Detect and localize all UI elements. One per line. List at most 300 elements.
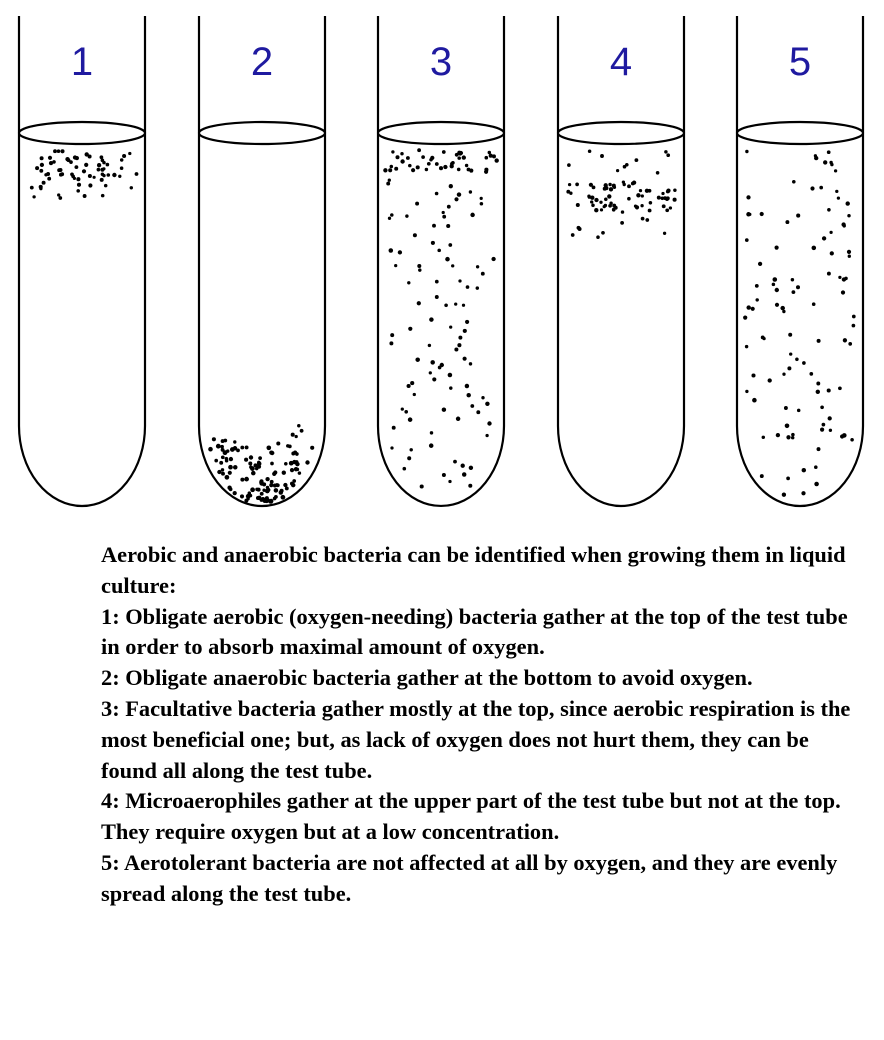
bacteria-dot: [663, 232, 666, 235]
bacteria-dot: [228, 465, 233, 470]
tube-outline: [199, 16, 325, 506]
bacteria-dot: [596, 235, 600, 239]
bacteria-dot: [429, 317, 433, 321]
bacteria-dot: [566, 190, 570, 194]
bacteria-dot: [257, 461, 261, 465]
tube-number-label: 5: [788, 40, 812, 84]
bacteria-dot: [796, 214, 800, 218]
bacteria-dot: [221, 455, 225, 459]
bacteria-dot: [73, 177, 76, 180]
bacteria-dot: [645, 189, 649, 193]
bacteria-dot: [495, 158, 499, 162]
bacteria-dot: [852, 324, 856, 328]
bacteria-dot: [408, 164, 412, 168]
bacteria-dot: [820, 405, 824, 409]
bacteria-dot: [785, 220, 789, 224]
bacteria-dot: [259, 479, 263, 483]
bacteria-dot: [455, 153, 459, 157]
bacteria-dot: [797, 409, 801, 413]
bacteria-dot: [298, 471, 301, 474]
bacteria-dot: [292, 479, 296, 483]
bacteria-dot: [120, 166, 124, 170]
bacteria-dot: [289, 461, 294, 466]
bacteria-dot: [97, 168, 101, 172]
bacteria-dot: [273, 497, 277, 501]
bacteria-dot: [216, 444, 221, 449]
bacteria-dot: [657, 196, 661, 200]
caption-item-1: 1: Obligate aerobic (oxygen-needing) bacteria gather at the top of the test tube in order to absorb maximal amount of oxygen.: [101, 603, 848, 660]
bacteria-dot: [225, 459, 229, 463]
bacteria-dot: [485, 402, 489, 406]
bacteria-dot: [44, 173, 47, 176]
bacteria-dot: [481, 396, 484, 399]
bacteria-dot: [791, 433, 795, 437]
bacteria-dot: [257, 465, 261, 469]
bacteria-dot: [404, 410, 408, 414]
bacteria-dot: [745, 150, 748, 153]
bacteria-dot: [828, 416, 832, 420]
bacteria-dot: [40, 156, 44, 160]
bacteria-dot: [791, 436, 794, 439]
bacteria-dot: [842, 433, 847, 438]
bacteria-dot: [106, 163, 110, 167]
bacteria-dot: [786, 477, 790, 481]
bacteria-dot: [481, 272, 485, 276]
bacteria-dot: [400, 159, 404, 163]
bacteria-dot: [746, 195, 750, 199]
bacteria-dot: [395, 155, 399, 159]
caption-item-3: 3: Facultative bacteria gather mostly at the top, since aerobic respiration is the most beneficial one; but, as lack of oxygen does not hurt them, they can be found all along the test tube.: [101, 695, 851, 783]
bacteria-dot: [310, 446, 314, 450]
bacteria-dot: [270, 462, 274, 466]
bacteria-dot: [448, 243, 452, 247]
bacteria-dot: [459, 151, 463, 155]
bacteria-dot: [57, 149, 61, 153]
bacteria-dot: [122, 154, 126, 158]
bacteria-dot: [411, 168, 415, 172]
bacteria-dot: [627, 184, 631, 188]
bacteria-dot: [745, 345, 748, 348]
bacteria-dot: [47, 177, 51, 181]
bacteria-dot: [773, 277, 778, 282]
bacteria-dot: [53, 149, 57, 153]
bacteria-dot: [286, 444, 290, 448]
bacteria-dot: [847, 214, 850, 217]
bacteria-dot: [281, 495, 286, 500]
liquid-surface: [558, 122, 684, 144]
bacteria-dot: [223, 439, 227, 443]
bacteria-dot: [751, 307, 755, 311]
bacteria-dot: [608, 183, 611, 186]
bacteria-dot: [451, 264, 454, 267]
bacteria-dot: [639, 189, 642, 192]
bacteria-dot: [417, 264, 421, 268]
bacteria-dot: [609, 187, 613, 191]
bacteria-dot: [305, 460, 309, 464]
liquid-surface: [19, 122, 145, 144]
bacteria-dot: [284, 462, 288, 466]
bacteria-dot: [462, 155, 466, 159]
bacteria-dot: [827, 388, 831, 392]
bacteria-dot: [776, 433, 780, 437]
bacteria-dot: [755, 298, 758, 301]
bacteria-dot: [758, 262, 762, 266]
caption-text-block: [101, 540, 861, 910]
bacteria-dot: [60, 172, 64, 176]
bacteria-dot: [214, 459, 218, 463]
bacteria-dot: [295, 435, 298, 438]
bacteria-dot: [100, 178, 104, 182]
caption-item-4: 4: Microaerophiles gather at the upper part of the test tube but not at the top. They require oxygen but at a low concentration.: [101, 788, 841, 845]
bacteria-dot: [208, 447, 213, 452]
bacteria-dot: [762, 436, 765, 439]
bacteria-dot: [388, 217, 391, 220]
bacteria-dot: [415, 202, 419, 206]
bacteria-dot: [407, 456, 411, 460]
bacteria-dot: [212, 437, 216, 441]
bacteria-dot: [405, 214, 408, 217]
bacteria-dot: [130, 186, 133, 189]
bacteria-dot: [632, 180, 636, 184]
bacteria-dot: [785, 424, 790, 429]
bacteria-dot: [780, 306, 784, 310]
bacteria-dot: [282, 471, 286, 475]
bacteria-dot: [841, 290, 845, 294]
bacteria-dot: [100, 155, 104, 159]
bacteria-dot: [444, 304, 448, 308]
bacteria-dot: [745, 390, 748, 393]
bacteria-dot: [470, 213, 474, 217]
bacteria-dot: [135, 172, 139, 176]
bacteria-dot: [666, 153, 670, 157]
bacteria-dot: [230, 447, 235, 452]
bacteria-dot: [445, 257, 450, 262]
bacteria-dot: [592, 186, 596, 190]
bacteria-dot: [83, 194, 87, 198]
bacteria-dot: [82, 169, 86, 173]
test-tube-1: [19, 16, 145, 506]
bacteria-dot: [76, 177, 80, 181]
bacteria-dot: [408, 327, 412, 331]
bacteria-dot: [270, 451, 274, 455]
bacteria-dot: [601, 231, 605, 235]
bacteria-dot: [457, 343, 461, 347]
bacteria-dot: [425, 168, 428, 171]
bacteria-dot: [265, 477, 269, 481]
bacteria-dot: [101, 158, 105, 162]
bacteria-dot: [462, 472, 466, 476]
bacteria-dot: [246, 497, 249, 500]
bacteria-dot: [599, 201, 602, 204]
bacteria-dot: [400, 152, 403, 155]
bacteria-dot: [594, 198, 598, 202]
bacteria-dot: [814, 482, 819, 487]
bacteria-dot: [635, 158, 639, 162]
bacteria-dot: [432, 224, 436, 228]
bacteria-dot: [789, 352, 792, 355]
bacteria-dot: [262, 498, 267, 503]
bacteria-dot: [415, 357, 420, 362]
bacteria-dot: [842, 224, 845, 227]
bacteria-dot: [437, 249, 441, 253]
bacteria-dot: [751, 373, 755, 377]
bacteria-dot: [236, 449, 240, 453]
bacteria-dot: [816, 382, 820, 386]
bacteria-dot: [233, 491, 237, 495]
bacteria-dot: [489, 154, 493, 158]
bacteria-dot: [225, 475, 230, 480]
bacteria-dot: [244, 477, 249, 482]
bacteria-dot: [120, 158, 123, 161]
bacteria-dot: [389, 248, 394, 253]
bacteria-dot: [829, 231, 832, 234]
bacteria-dot: [240, 446, 244, 450]
bacteria-dot: [830, 163, 833, 166]
bacteria-dot: [809, 372, 813, 376]
bacteria-dot: [401, 407, 404, 410]
bacteria-dot: [792, 180, 796, 184]
bacteria-dot: [442, 407, 446, 411]
bacteria-dot: [484, 156, 488, 160]
bacteria-dot: [802, 468, 806, 472]
bacteria-dot: [84, 163, 88, 167]
bacteria-dot: [844, 277, 848, 281]
bacteria-dot: [746, 305, 750, 309]
bacteria-dot: [664, 150, 667, 153]
bacteria-dot: [796, 285, 800, 289]
bacteria-dot: [219, 461, 223, 465]
bacteria-dot: [128, 152, 131, 155]
bacteria-dot: [661, 192, 664, 195]
bacteria-dot: [300, 429, 304, 433]
tube-outline: [558, 16, 684, 506]
bacteria-dot: [666, 190, 670, 194]
bacteria-dot: [39, 185, 43, 189]
bacteria-dot: [843, 338, 847, 342]
bacteria-dot: [57, 193, 60, 196]
bacteria-dot: [470, 404, 474, 408]
bacteria-dot: [594, 208, 598, 212]
bacteria-dot: [269, 499, 273, 503]
bacteria-dot: [262, 489, 265, 492]
bacteria-dot: [782, 493, 786, 497]
bacteria-dot: [458, 336, 462, 340]
bacteria-dot: [48, 156, 52, 160]
bacteria-dot: [69, 160, 73, 164]
bacteria-dot: [480, 202, 484, 206]
bacteria-dot: [418, 268, 421, 271]
bacteria-dot: [801, 491, 805, 495]
bacteria-dot: [827, 208, 831, 212]
bacteria-dot: [603, 205, 606, 208]
bacteria-dot: [407, 384, 411, 388]
bacteria-dot: [575, 183, 579, 187]
bacteria-dot: [822, 423, 826, 427]
bacteria-dot: [296, 468, 300, 472]
bacteria-dot: [795, 358, 799, 362]
bacteria-dot: [645, 218, 649, 222]
bacteria-dot: [101, 173, 105, 177]
bacteria-dot: [456, 417, 460, 421]
bacteria-dot: [413, 393, 416, 396]
bacteria-dot: [266, 486, 269, 489]
bacteria-dot: [641, 194, 644, 197]
bacteria-dot: [35, 166, 39, 170]
bacteria-dot: [226, 449, 230, 453]
bacteria-dot: [74, 165, 78, 169]
bacteria-dot: [432, 377, 436, 381]
bacteria-dot: [398, 250, 402, 254]
bacteria-dot: [810, 186, 814, 190]
bacteria-dot: [772, 283, 776, 287]
bacteria-dot: [487, 421, 491, 425]
bacteria-dot: [416, 165, 420, 169]
bacteria-dot: [788, 333, 792, 337]
bacteria-dot: [476, 286, 479, 289]
bacteria-dot: [76, 189, 80, 193]
bacteria-dot: [760, 212, 764, 216]
bacteria-dot: [257, 488, 261, 492]
bacteria-dot: [484, 168, 488, 172]
bacteria-dot: [827, 150, 831, 154]
bacteria-dot: [848, 342, 852, 346]
bacteria-dot: [461, 464, 465, 468]
bacteria-dot: [623, 183, 626, 186]
bacteria-dot: [42, 181, 46, 185]
bacteria-dot: [802, 361, 806, 365]
bacteria-dot: [427, 162, 431, 166]
bacteria-dot: [625, 163, 629, 167]
bacteria-dot: [761, 335, 765, 339]
bacteria-dot: [636, 193, 640, 197]
bacteria-dot: [571, 233, 575, 237]
bacteria-dot: [829, 429, 832, 432]
bacteria-dot: [848, 255, 851, 258]
bacteria-dot: [40, 163, 44, 167]
bacteria-dot: [627, 197, 631, 201]
bacteria-dot: [420, 484, 424, 488]
bacteria-dot: [250, 487, 255, 492]
bacteria-dot: [656, 171, 660, 175]
bacteria-dot: [649, 201, 653, 205]
bacteria-dot: [743, 315, 747, 319]
bacteria-dot: [435, 295, 439, 299]
bacteria-dot: [852, 315, 856, 319]
bacteria-dot: [435, 192, 439, 196]
bacteria-dot: [439, 166, 443, 170]
bacteria-dot: [492, 154, 496, 158]
bacteria-dot: [388, 168, 392, 172]
bacteria-dot: [621, 210, 624, 213]
bacteria-dot: [394, 264, 397, 267]
bacteria-dot: [457, 192, 461, 196]
bacteria-dot: [823, 160, 827, 164]
bacteria-dot: [827, 272, 831, 276]
bacteria-dot: [273, 484, 277, 488]
bacteria-dot: [274, 488, 279, 493]
tube-outline: [19, 16, 145, 506]
bacteria-dot: [75, 156, 79, 160]
bacteria-dot: [466, 285, 470, 289]
bacteria-dot: [812, 246, 817, 251]
bacteria-dot: [590, 196, 594, 200]
bacteria-dot: [462, 304, 465, 307]
caption-item-5: 5: Aerotolerant bacteria are not affected at all by oxygen, and they are evenly spread along the test tube.: [101, 849, 838, 906]
bacteria-dot: [390, 165, 394, 169]
bacteria-dot: [233, 465, 237, 469]
bacteria-dot: [248, 462, 252, 466]
bacteria-dot: [254, 463, 258, 467]
bacteria-dot: [491, 257, 495, 261]
bacteria-dot: [285, 486, 289, 490]
bacteria-dot: [297, 424, 300, 427]
bacteria-dot: [590, 200, 593, 203]
bacteria-dot: [792, 290, 796, 294]
bacteria-dot: [92, 176, 95, 179]
bacteria-dot: [450, 164, 454, 168]
bacteria-dot: [101, 194, 105, 198]
bacteria-dot: [817, 339, 821, 343]
bacteria-dot: [600, 208, 603, 211]
bacteria-dot: [453, 460, 457, 464]
caption-intro: Aerobic and anaerobic bacteria can be identified when growing them in liquid culture:: [101, 542, 846, 598]
bacteria-dot: [440, 363, 444, 367]
bacteria-dot: [838, 386, 842, 390]
bacteria-dot: [407, 281, 410, 284]
tube-number-label: 2: [250, 40, 274, 84]
bacteria-dot: [417, 301, 421, 305]
tube-outline: [737, 16, 863, 506]
bacteria-dot: [388, 179, 391, 182]
bacteria-dot: [60, 149, 64, 153]
bacteria-dot: [567, 163, 571, 167]
bacteria-dot: [791, 278, 794, 281]
bacteria-dot: [291, 452, 295, 456]
bacteria-dot: [389, 341, 393, 345]
bacteria-dot: [846, 201, 850, 205]
bacteria-dot: [390, 333, 394, 337]
bacteria-dot: [442, 215, 446, 219]
bacteria-dot: [390, 446, 393, 449]
bacteria-dot: [431, 241, 435, 245]
bacteria-dot: [820, 428, 824, 432]
bacteria-dot: [52, 160, 56, 164]
bacteria-dot: [392, 426, 396, 430]
bacteria-dot: [429, 443, 434, 448]
bacteria-dot: [816, 390, 820, 394]
bacteria-dot: [457, 156, 461, 160]
bacteria-dot: [112, 173, 116, 177]
bacteria-dot: [58, 196, 62, 200]
bacteria-dot: [454, 302, 457, 305]
bacteria-dot: [442, 211, 445, 214]
bacteria-dot: [466, 393, 470, 397]
bacteria-dot: [608, 204, 612, 208]
bacteria-dot: [467, 168, 471, 172]
bacteria-dot: [442, 473, 446, 477]
bacteria-dot: [276, 441, 280, 445]
bacteria-dot: [768, 378, 772, 382]
bacteria-dot: [403, 467, 407, 471]
bacteria-dot: [665, 197, 669, 201]
bacteria-dot: [834, 169, 837, 172]
bacteria-dot: [229, 457, 233, 461]
bacteria-dot: [57, 168, 61, 172]
bacteria-dot: [458, 279, 461, 282]
bacteria-dot: [251, 471, 256, 476]
bacteria-dot: [600, 154, 604, 158]
bacteria-dot: [30, 186, 34, 190]
